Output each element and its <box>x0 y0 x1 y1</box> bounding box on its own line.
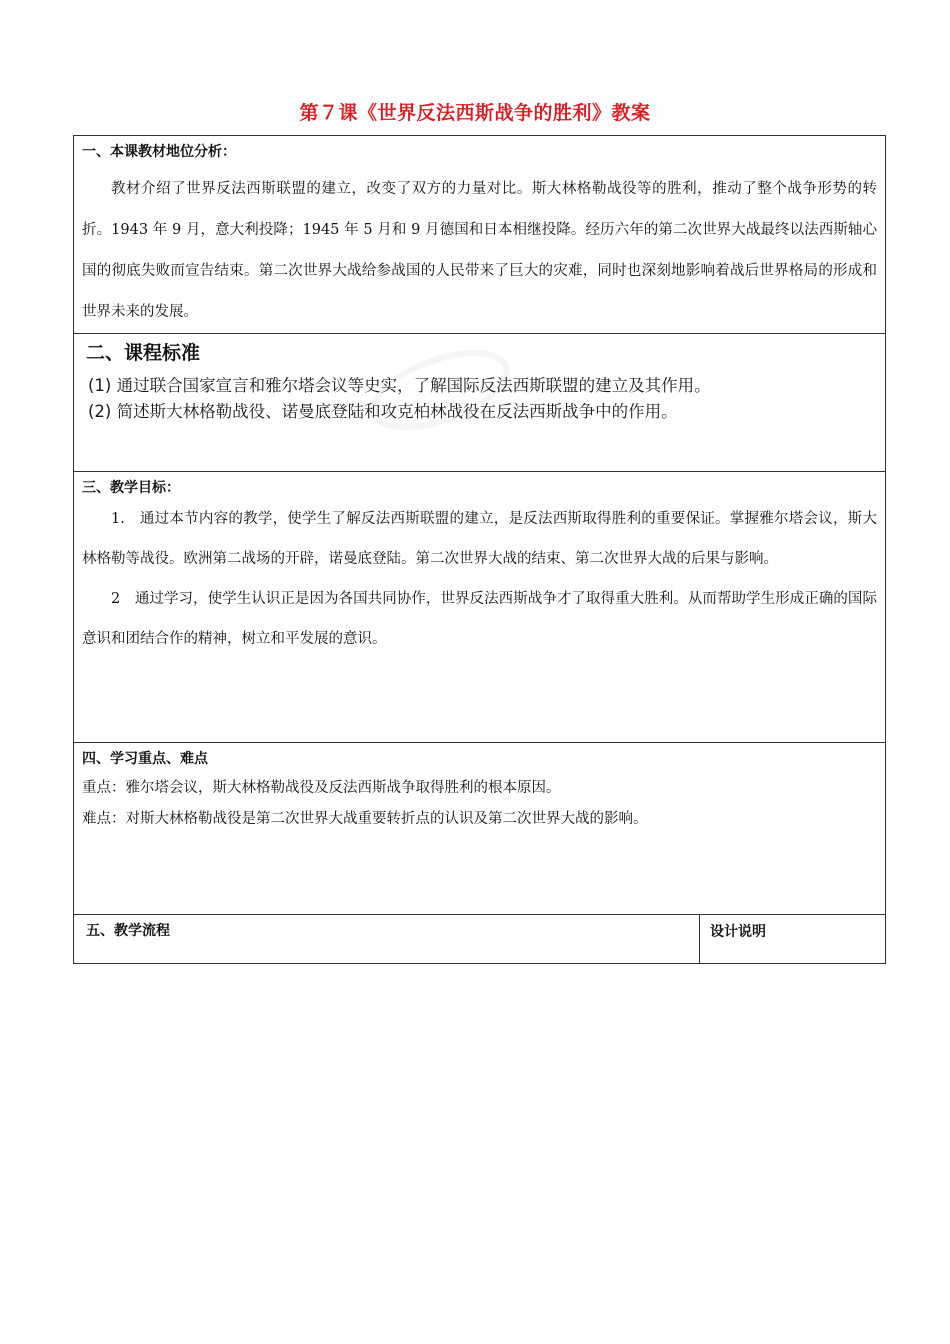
section-key-points-row <box>74 743 886 915</box>
section-curriculum-standard-row <box>74 334 886 472</box>
section-3-heading: 三、教学目标： <box>82 480 180 496</box>
section-2-heading: 二、课程标准 <box>86 342 201 364</box>
section-teaching-goals-row <box>74 472 886 743</box>
teaching-goal-1: 1. 通过本节内容的教学，使学生了解反法西斯联盟的建立，是反法西斯取得胜利的重要保证。掌握雅尔塔会议，斯大林格勒等战役。欧洲第二战场的开辟，诺曼底登陆。第二次世界大战的结束、第二次世界大战的后果与影响。 <box>82 511 877 567</box>
lesson-plan-table <box>73 135 886 964</box>
difficult-point-text: 难点：对斯大林格勒战役是第二次世界大战重要转折点的认识及第二次世界大战的影响。 <box>82 811 648 827</box>
document-title: 第７课《世界反法西斯战争的胜利》教案 <box>299 102 651 124</box>
section-4-heading: 四、学习重点、难点 <box>82 751 208 767</box>
material-analysis-text: 教材介绍了世界反法西斯联盟的建立，改变了双方的力量对比。斯大林格勒战役等的胜利，推动了整个战争形势的转折。1943 年 9 月，意大利投降；1945 年 5 月和 9 月德国和日本相继投降。经历六年的第二次世界大战最终以法西斯轴心国的彻底失败而宣告结束。第二次世界大战给参战国的人民带来了巨大的灾难，同时也深刻地影响着战后世界格局的形成和世界未来的发展。 <box>82 181 877 320</box>
standard-item-1: (1) 通过联合国家宣言和雅尔塔会议等史实，了解国际反法西斯联盟的建立及其作用。 <box>88 376 711 395</box>
design-notes-heading: 设计说明 <box>710 924 766 940</box>
section-1-heading: 一、本课教材地位分析： <box>82 144 236 160</box>
teaching-goal-2: 2 通过学习，使学生认识正是因为各国共同协作，世界反法西斯战争才了取得重大胜利。从而帮助学生形成正确的国际意识和团结合作的精神，树立和平发展的意识。 <box>82 591 877 647</box>
standard-item-2: (2) 简述斯大林格勒战役、诺曼底登陆和攻克柏林战役在反法西斯战争中的作用。 <box>88 402 678 421</box>
section-material-analysis-row <box>74 136 886 334</box>
section-teaching-process-row <box>74 915 886 964</box>
section-5-heading: 五、教学流程 <box>86 923 170 939</box>
key-point-text: 重点：雅尔塔会议，斯大林格勒战役及反法西斯战争取得胜利的根本原因。 <box>82 780 561 796</box>
